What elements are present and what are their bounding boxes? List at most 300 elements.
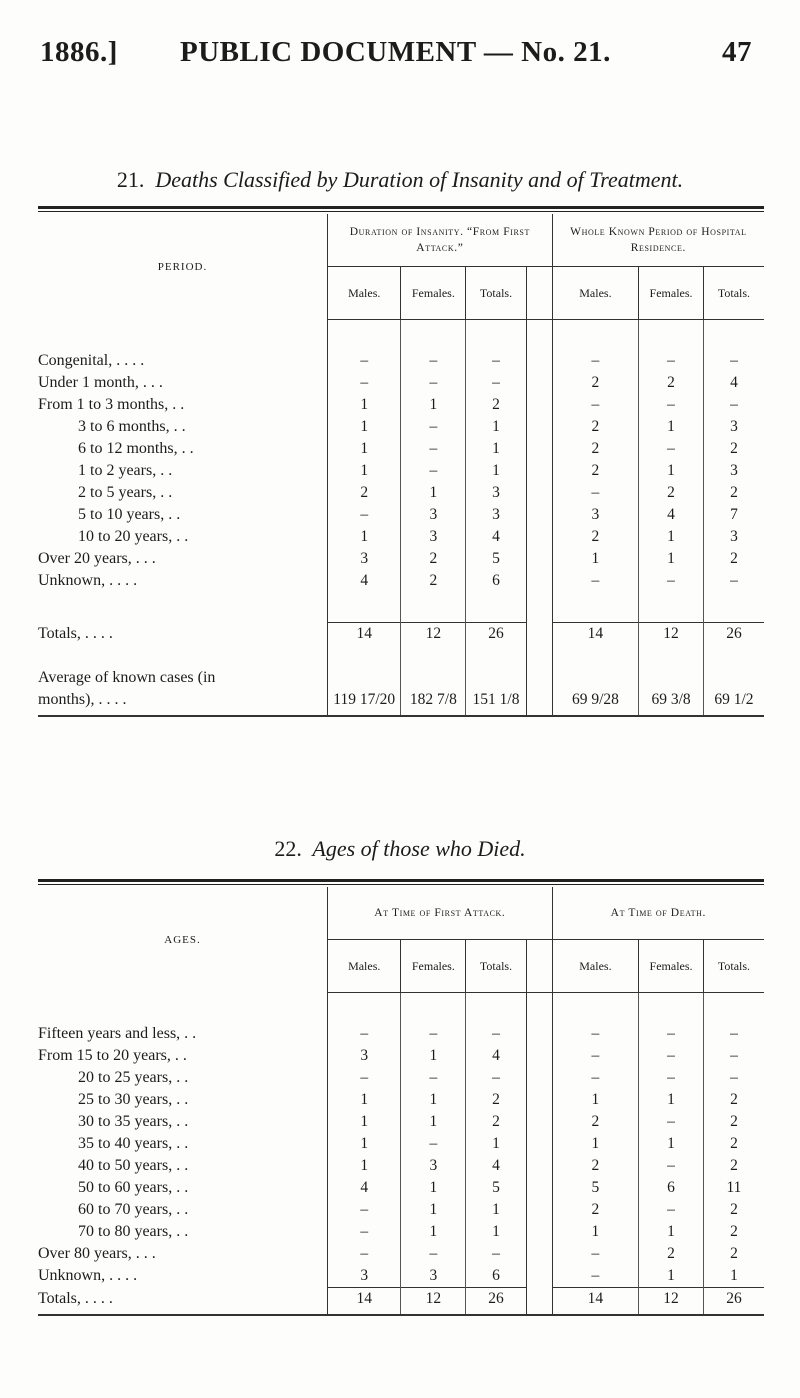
gap-cell [526,350,552,372]
table-row [38,570,764,592]
spacer-cell [639,993,704,1024]
value-cell: 1 [639,1221,704,1243]
value-cell: 1 [360,396,369,413]
value-cell: 3 [401,1265,466,1288]
value-cell: 1 [360,1113,369,1130]
spacer-cell [328,645,401,667]
table-row [38,548,764,570]
spacer-cell [703,667,764,689]
value-cell: – [360,1201,369,1218]
row-label: Under 1 month, . . . [38,372,328,394]
spacer-cell [552,993,638,1024]
value-cell: – [639,1023,704,1045]
gap-cell [526,1288,552,1311]
value-cell: – [401,1067,466,1089]
value-cell: 2 [703,1155,764,1177]
gap-cell [526,1177,552,1199]
gap-cell [526,394,552,416]
spacer-cell [703,645,764,667]
spacer-cell [466,592,526,623]
row-label: 50 to 60 years, . . [38,1177,328,1199]
value-cell: 12 [639,623,704,646]
value-cell: 1 [360,440,369,457]
value-cell: 2 [591,374,600,391]
spacer-cell [703,592,764,623]
row-label: From 1 to 3 months, . . [38,394,328,416]
value-cell: 3 [401,1155,466,1177]
year-label: 1886.] [40,36,118,68]
value-cell: 3 [360,550,369,567]
table-row [38,1045,764,1067]
spacer-cell [526,645,552,667]
value-cell: 5 [466,548,526,570]
value-cell: 1 [639,1133,704,1155]
value-cell: 1 [401,1221,466,1243]
value-cell: 14 [552,1288,638,1311]
row-label: months), . . . . [38,689,328,711]
value-cell: – [703,1067,764,1089]
period-header: PERIOD. [38,214,328,320]
value-cell: 2 [466,1111,526,1133]
value-cell: – [639,1155,704,1177]
value-cell: 4 [639,504,704,526]
spacer-row [38,711,764,716]
table-21-title: Deaths Classified by Duration of Insanity and of Treatment. [155,167,684,192]
spacer-cell [639,320,704,351]
row-label: Totals, . . . . [38,623,328,646]
value-cell: 6 [466,1265,526,1288]
value-cell: 2 [703,1243,764,1265]
table-row [38,1155,764,1177]
value-cell: – [639,438,704,460]
value-cell: 3 [703,526,764,548]
value-cell: 1 [360,418,369,435]
value-cell: 1 [639,1265,704,1288]
value-cell: – [466,1023,526,1045]
value-cell: 2 [591,1157,600,1174]
table-row [38,394,764,416]
value-cell: 14 [328,1288,401,1311]
table-row [38,689,764,711]
value-cell: 12 [639,1288,704,1311]
value-cell: – [639,350,704,372]
table-22-title: Ages of those who Died. [312,836,526,861]
spacer-cell [552,645,638,667]
value-cell: – [360,352,369,369]
value-cell: 2 [401,548,466,570]
subheader-gap [526,940,552,993]
value-cell: 12 [401,1288,466,1311]
subheader: Males. [552,267,638,320]
subheader-gap [526,267,552,320]
table-22 [38,887,764,1316]
row-label: 20 to 25 years, . . [38,1067,328,1089]
value-cell: 1 [639,1089,704,1111]
gap-cell [526,1023,552,1045]
value-cell: 1 [591,1223,600,1240]
value-cell: – [639,394,704,416]
value-cell: 2 [591,528,600,545]
table-row [38,1133,764,1155]
value-cell: 2 [401,570,466,592]
value-cell: 1 [360,528,369,545]
value-cell: – [591,1267,600,1284]
gap-cell [526,504,552,526]
table-22-caption [0,836,800,862]
value-cell: 11 [703,1177,764,1199]
gap-cell [526,1221,552,1243]
row-label: 60 to 70 years, . . [38,1199,328,1221]
gap-cell [526,689,552,711]
table-22-top-rule [38,879,764,882]
value-cell: – [591,1245,600,1262]
value-cell: 4 [466,1155,526,1177]
value-cell: – [401,372,466,394]
value-cell: 1 [639,460,704,482]
hospital-residence-group-header: Whole Known Period of Hospital Residence. [552,214,764,267]
subheader: Males. [552,940,638,993]
value-cell: – [591,1069,600,1086]
spacer-cell [38,711,328,716]
spacer-cell [401,667,466,689]
table-row [38,1265,764,1288]
value-cell: 1 [401,482,466,504]
row-label: Unknown, . . . . [38,570,328,592]
value-cell: 69 1/2 [703,689,764,711]
gap-cell [526,1133,552,1155]
row-label: 3 to 6 months, . . [38,416,328,438]
table-22-number: 22. [274,836,302,861]
value-cell: 3 [466,504,526,526]
row-label: Unknown, . . . . [38,1265,328,1288]
spacer-row [38,667,764,689]
row-label: From 15 to 20 years, . . [38,1045,328,1067]
value-cell: 69 9/28 [571,691,619,708]
value-cell: 2 [591,418,600,435]
spacer-cell [328,993,401,1024]
value-cell: – [401,460,466,482]
table-row [38,350,764,372]
value-cell: 2 [466,1089,526,1111]
value-cell: – [703,394,764,416]
row-label: 1 to 2 years, . . [38,460,328,482]
table-row [38,526,764,548]
value-cell: 1 [591,550,600,567]
value-cell: – [401,438,466,460]
value-cell: – [466,372,526,394]
row-label: 30 to 35 years, . . [38,1111,328,1133]
table-21-number: 21. [116,167,145,192]
spacer-cell [401,1310,466,1315]
value-cell: 3 [703,416,764,438]
spacer-cell [328,1310,401,1315]
row-label: Over 20 years, . . . [38,548,328,570]
value-cell: 2 [466,394,526,416]
gap-cell [526,1243,552,1265]
value-cell: – [401,1023,466,1045]
gap-cell [526,1265,552,1288]
value-cell: – [401,1243,466,1265]
spacer-row [38,320,764,351]
value-cell: – [639,1067,704,1089]
value-cell: 1 [466,438,526,460]
value-cell: 1 [401,1045,466,1067]
value-cell: 151 1/8 [466,689,526,711]
value-cell: – [639,1199,704,1221]
table-21-caption [0,167,800,193]
value-cell: – [401,350,466,372]
value-cell: 1 [360,462,369,479]
value-cell: – [591,484,600,501]
spacer-cell [639,667,704,689]
value-cell: 14 [328,623,401,646]
value-cell: 4 [360,572,369,589]
gap-cell [526,460,552,482]
table-row [38,482,764,504]
gap-cell [526,482,552,504]
table-row [38,372,764,394]
spacer-cell [328,592,401,623]
value-cell: 2 [703,1221,764,1243]
spacer-cell [526,993,552,1024]
value-cell: 26 [466,1288,526,1311]
value-cell: – [639,1045,704,1067]
value-cell: 2 [591,1113,600,1130]
spacer-cell [401,645,466,667]
spacer-row [38,645,764,667]
value-cell: 4 [466,526,526,548]
value-cell: 1 [466,460,526,482]
value-cell: – [639,1111,704,1133]
value-cell: – [360,1223,369,1240]
value-cell: 14 [552,623,638,646]
gap-cell [526,1045,552,1067]
table-row [38,623,764,646]
spacer-cell [38,592,328,623]
value-cell: – [360,506,369,523]
gap-cell [526,570,552,592]
value-cell: – [360,1025,369,1042]
spacer-cell [466,645,526,667]
table-21 [38,214,764,717]
spacer-cell [703,320,764,351]
value-cell: 182 7/8 [401,689,466,711]
table-row [38,460,764,482]
duration-group-header: Duration of Insanity. “From First Attack.” [328,214,553,267]
spacer-cell [401,993,466,1024]
value-cell: – [591,572,600,589]
spacer-cell [526,711,552,716]
value-cell: 1 [401,1177,466,1199]
value-cell: 2 [591,462,600,479]
value-cell: 4 [466,1045,526,1067]
value-cell: 2 [703,548,764,570]
spacer-cell [639,645,704,667]
gap-cell [526,526,552,548]
table-row [38,1199,764,1221]
spacer-cell [526,1310,552,1315]
value-cell: – [360,1069,369,1086]
subheader: Totals. [466,267,526,320]
spacer-row [38,993,764,1024]
value-cell: 6 [639,1177,704,1199]
value-cell: 69 3/8 [639,689,704,711]
value-cell: 1 [466,1221,526,1243]
page-number: 47 [722,36,752,68]
value-cell: 4 [360,1179,369,1196]
value-cell: – [591,1047,600,1064]
spacer-cell [466,667,526,689]
value-cell: 2 [639,372,704,394]
value-cell: 7 [703,504,764,526]
spacer-cell [703,993,764,1024]
gap-cell [526,1199,552,1221]
gap-cell [526,1089,552,1111]
row-label: 35 to 40 years, . . [38,1133,328,1155]
value-cell: – [703,350,764,372]
value-cell: 1 [591,1091,600,1108]
spacer-cell [328,711,401,716]
value-cell: 2 [703,1199,764,1221]
subheader: Females. [401,267,466,320]
table-row [38,438,764,460]
row-label: 25 to 30 years, . . [38,1089,328,1111]
value-cell: 1 [360,1157,369,1174]
value-cell: 5 [466,1177,526,1199]
gap-cell [526,548,552,570]
value-cell: 2 [703,1111,764,1133]
table-21-top-rule-thin [38,211,764,212]
spacer-cell [639,711,704,716]
table-row [38,1288,764,1311]
spacer-cell [552,667,638,689]
value-cell: 2 [639,482,704,504]
subheader: Totals. [703,267,764,320]
value-cell: 2 [360,484,369,501]
gap-cell [526,1111,552,1133]
value-cell: 2 [591,1201,600,1218]
value-cell: 1 [639,416,704,438]
value-cell: 2 [639,1243,704,1265]
gap-cell [526,1155,552,1177]
row-label: 10 to 20 years, . . [38,526,328,548]
value-cell: – [703,1045,764,1067]
table-row [38,1067,764,1089]
value-cell: – [591,396,600,413]
value-cell: 2 [703,438,764,460]
value-cell: 26 [703,1288,764,1311]
value-cell: – [703,570,764,592]
row-label: 5 to 10 years, . . [38,504,328,526]
subheader: Males. [328,940,401,993]
value-cell: 1 [466,1133,526,1155]
value-cell: 3 [401,526,466,548]
spacer-cell [328,667,401,689]
row-label: Totals, . . . . [38,1288,328,1311]
row-label: 40 to 50 years, . . [38,1155,328,1177]
gap-cell [526,1067,552,1089]
value-cell: 1 [703,1265,764,1288]
subheader: Totals. [466,940,526,993]
table-row [38,1023,764,1045]
value-cell: 119 17/20 [333,691,396,708]
spacer-cell [401,592,466,623]
spacer-cell [466,1310,526,1315]
value-cell: 3 [591,506,600,523]
table-22-top-rule-thin [38,884,764,885]
spacer-cell [639,1310,704,1315]
spacer-cell [38,993,328,1024]
value-cell: – [703,1023,764,1045]
value-cell: 6 [466,570,526,592]
table-row [38,1089,764,1111]
value-cell: 3 [466,482,526,504]
spacer-row [38,1310,764,1315]
spacer-cell [38,320,328,351]
spacer-row [38,592,764,623]
value-cell: – [591,352,600,369]
value-cell: 3 [360,1267,369,1284]
value-cell: 5 [591,1179,600,1196]
value-cell: 1 [401,1089,466,1111]
value-cell: 2 [703,482,764,504]
value-cell: 2 [703,1089,764,1111]
death-group-header: At Time of Death. [552,887,764,940]
spacer-cell [328,320,401,351]
spacer-cell [552,592,638,623]
spacer-cell [526,667,552,689]
table-row [38,1221,764,1243]
gap-cell [526,372,552,394]
average-label-line1: Average of known cases (in [38,667,328,689]
table-row [38,1177,764,1199]
row-label: 6 to 12 months, . . [38,438,328,460]
gap-cell [526,623,552,646]
ages-header: AGES. [38,887,328,993]
row-label: Fifteen years and less, . . [38,1023,328,1045]
value-cell: 1 [360,1091,369,1108]
table-row [38,1111,764,1133]
spacer-cell [466,711,526,716]
value-cell: 1 [639,548,704,570]
spacer-cell [526,592,552,623]
spacer-cell [639,592,704,623]
spacer-cell [552,711,638,716]
table-row [38,1243,764,1265]
spacer-cell [466,320,526,351]
value-cell: 1 [360,1135,369,1152]
value-cell: – [360,374,369,391]
value-cell: – [466,350,526,372]
value-cell: – [401,1133,466,1155]
value-cell: 4 [703,372,764,394]
value-cell: – [401,416,466,438]
value-cell: 3 [401,504,466,526]
spacer-cell [401,711,466,716]
row-label: 2 to 5 years, . . [38,482,328,504]
gap-cell [526,416,552,438]
spacer-cell [38,1310,328,1315]
spacer-cell [38,645,328,667]
row-label: Over 80 years, . . . [38,1243,328,1265]
value-cell: 2 [591,440,600,457]
spacer-cell [526,320,552,351]
subheader: Females. [639,267,704,320]
value-cell: 1 [591,1135,600,1152]
first-attack-group-header: At Time of First Attack. [328,887,553,940]
gap-cell [526,438,552,460]
value-cell: 1 [401,394,466,416]
